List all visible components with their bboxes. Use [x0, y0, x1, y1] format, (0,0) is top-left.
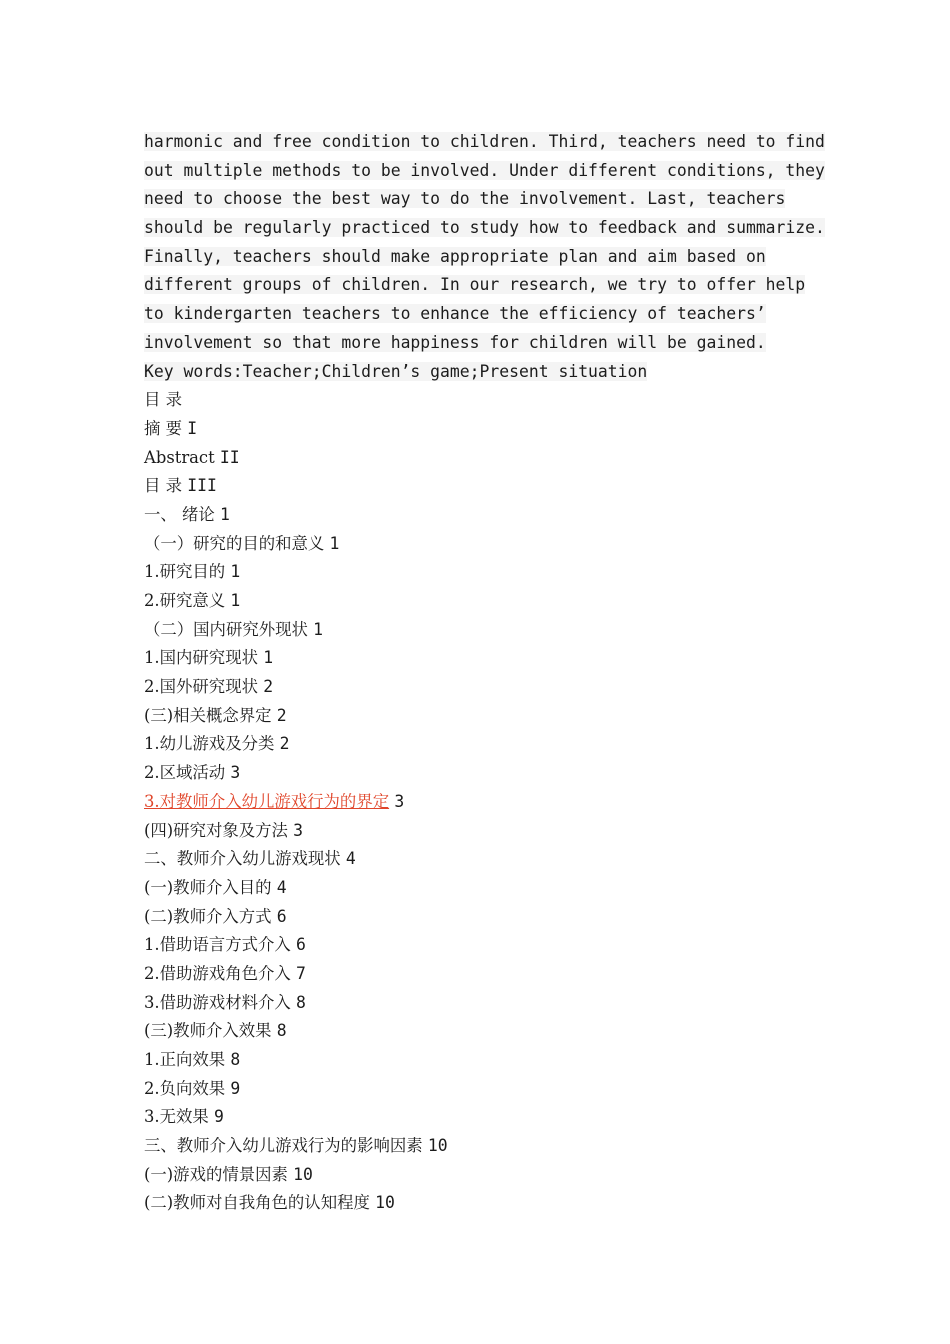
toc-entry-page: 2	[263, 677, 274, 697]
toc-entry	[144, 673, 824, 702]
toc-entry-page: 7	[295, 963, 306, 983]
toc-entry	[144, 1046, 824, 1075]
toc-entry	[144, 444, 824, 473]
toc-entry	[144, 558, 824, 587]
toc-entry	[144, 960, 824, 989]
toc-entry-page: 8	[230, 1050, 241, 1069]
toc-entry-title: （一）研究的目的和意义	[144, 533, 325, 553]
toc-entry-title: 3.借助游戏材料介入	[144, 992, 291, 1012]
toc-entry-page: 4	[276, 877, 287, 897]
abstract-line	[144, 243, 824, 272]
toc-entry-title: 目 录	[144, 476, 182, 496]
toc-entry	[144, 989, 824, 1018]
toc-entry-page: III	[187, 476, 217, 496]
abstract-line-text: need to choose the best way to do the involvement. Last, teachers	[144, 189, 786, 209]
toc-entry-page: 3	[230, 763, 241, 783]
toc-entry-title: 目 录	[144, 390, 182, 410]
toc-entry	[144, 730, 824, 759]
toc-entry	[144, 1103, 824, 1132]
toc-entry-title: 1.国内研究现状	[144, 648, 258, 668]
toc-entry	[144, 817, 824, 846]
toc-entry-title: 2.国外研究现状	[144, 677, 258, 697]
toc-entry-page: 8	[276, 1021, 287, 1041]
toc-entry-title: Abstract	[144, 447, 215, 467]
toc-entry-page: 2	[276, 705, 287, 725]
table-of-contents	[144, 386, 824, 1218]
toc-entry-page: 3	[293, 820, 304, 840]
toc-entry	[144, 759, 824, 788]
toc-entry	[144, 903, 824, 932]
toc-entry	[144, 386, 824, 415]
toc-entry-title: 2.区域活动	[144, 763, 226, 783]
toc-entry-page: 1	[263, 648, 274, 668]
toc-entry-title: 2.借助游戏角色介入	[144, 963, 291, 983]
toc-entry-title: (二)教师介入方式	[144, 906, 272, 926]
toc-entry-page: 6	[295, 935, 306, 955]
toc-entry	[144, 530, 824, 559]
toc-entry-title: (一)教师介入目的	[144, 877, 272, 897]
toc-entry-page: 6	[276, 906, 287, 926]
toc-entry-title: (四)研究对象及方法	[144, 820, 288, 840]
toc-entry-link[interactable]: 3.对教师介入幼儿游戏行为的界定	[144, 791, 390, 811]
toc-entry-title: （二）国内研究外现状	[144, 619, 308, 639]
toc-entry-title: 二、教师介入幼儿游戏现状	[144, 849, 341, 869]
toc-entry-page: I	[187, 418, 198, 438]
toc-entry	[144, 1161, 824, 1190]
toc-entry-page: 10	[427, 1136, 448, 1156]
abstract-line-text: Key words:Teacher;Children’s game;Present situation	[144, 361, 648, 381]
toc-entry-page: 1	[220, 504, 230, 524]
toc-entry	[144, 616, 824, 645]
abstract-line-text: to kindergarten teachers to enhance the efficiency of teachers’	[144, 304, 766, 324]
toc-entry-page: 2	[279, 734, 290, 754]
toc-entry-page: 1	[313, 619, 323, 639]
abstract-line	[144, 128, 824, 157]
toc-entry-page: 8	[295, 992, 306, 1012]
toc-entry-title: (三)相关概念界定	[144, 705, 272, 725]
toc-entry-title: 1.借助语言方式介入	[144, 935, 291, 955]
toc-entry-title: 1.正向效果	[144, 1050, 226, 1069]
toc-entry-page: 9	[230, 1078, 241, 1098]
toc-entry-title: 2.研究意义	[144, 591, 226, 610]
toc-entry-title: 摘 要	[144, 418, 182, 438]
toc-entry-page: 10	[375, 1193, 395, 1213]
abstract-line	[144, 300, 824, 329]
toc-entry-page: 1	[230, 562, 241, 582]
toc-entry-title: (三)教师介入效果	[144, 1021, 272, 1041]
toc-entry-page: 9	[214, 1107, 224, 1127]
toc-entry	[144, 415, 824, 444]
abstract-section	[144, 128, 824, 386]
toc-entry-title: 三、教师介入幼儿游戏行为的影响因素	[144, 1136, 423, 1156]
toc-entry	[144, 587, 824, 616]
abstract-line-text: different groups of children. In our research, we try to offer help	[144, 275, 806, 295]
toc-entry-title: (一)游戏的情景因素	[144, 1164, 288, 1184]
toc-entry	[144, 1017, 824, 1046]
toc-entry-title: (二)教师对自我角色的认知程度	[144, 1193, 370, 1213]
toc-entry-title: 一、 绪论	[144, 504, 215, 524]
toc-entry-page: 10	[293, 1164, 313, 1184]
abstract-line-text: out multiple methods to be involved. Under different conditions, they	[144, 160, 825, 180]
abstract-line-text: should be regularly practiced to study how to feedback and summarize.	[144, 218, 825, 238]
abstract-line-text: Finally, teachers should make appropriate plan and aim based on	[144, 246, 766, 266]
document-content	[144, 128, 824, 1218]
toc-entry	[144, 702, 824, 731]
toc-entry-page: 1	[230, 591, 241, 610]
toc-entry-title: 1.幼儿游戏及分类	[144, 734, 275, 754]
toc-entry	[144, 1189, 824, 1218]
toc-entry-title: 1.研究目的	[144, 562, 226, 582]
toc-entry-title: 3.无效果	[144, 1107, 209, 1127]
toc-entry	[144, 472, 824, 501]
toc-entry	[144, 1075, 824, 1104]
toc-entry	[144, 1132, 824, 1161]
toc-entry-title: 2.负向效果	[144, 1078, 226, 1098]
toc-entry	[144, 845, 824, 874]
toc-entry-page: 1	[329, 533, 340, 553]
abstract-line	[144, 214, 824, 243]
toc-entry[interactable]	[144, 788, 824, 817]
toc-entry	[144, 931, 824, 960]
abstract-line	[144, 185, 824, 214]
toc-entry-page: 4	[345, 849, 356, 869]
toc-entry-page: II	[219, 447, 240, 467]
toc-entry	[144, 501, 824, 530]
abstract-line	[144, 329, 824, 358]
toc-entry	[144, 874, 824, 903]
toc-entry	[144, 644, 824, 673]
abstract-line	[144, 358, 824, 387]
toc-entry-page: 3	[394, 791, 405, 811]
abstract-line	[144, 271, 824, 300]
abstract-line	[144, 157, 824, 186]
abstract-line-text: involvement so that more happiness for children will be gained.	[144, 332, 766, 352]
abstract-line-text: harmonic and free condition to children. Third, teachers need to find	[144, 132, 825, 151]
